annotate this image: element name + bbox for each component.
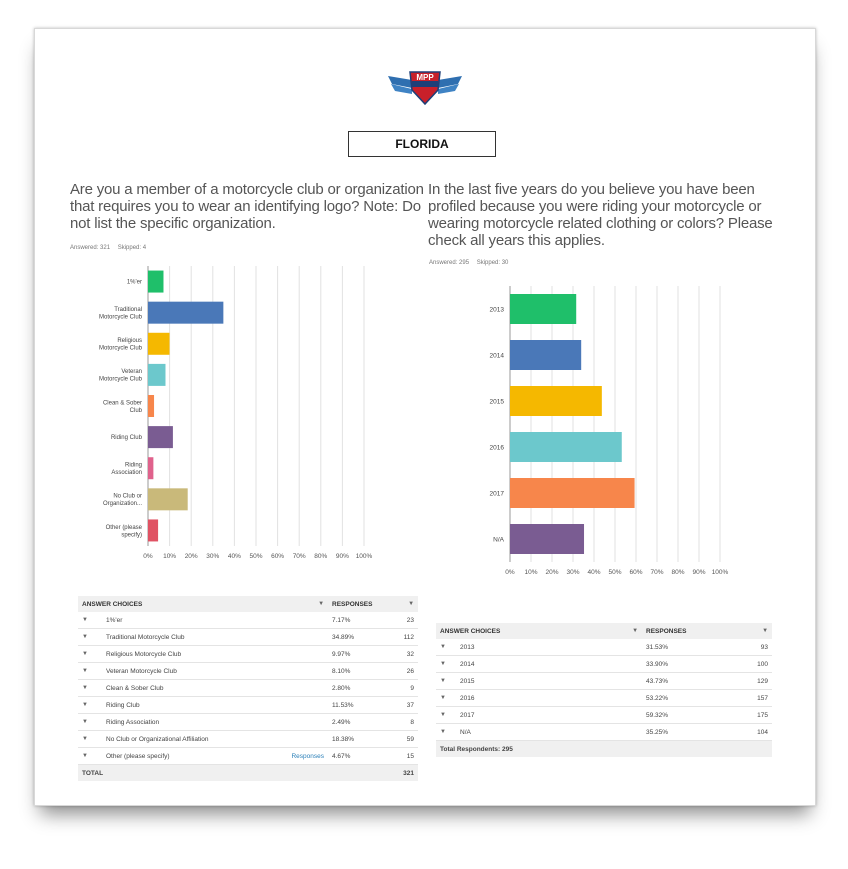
table-row [436,707,772,724]
bar[interactable] [148,364,165,386]
answer-choices-header: ANSWER CHOICES ▼ [78,596,328,612]
table-row [436,724,772,741]
table-row [78,680,418,697]
total-label: Total Respondents: 295 [436,741,772,758]
category-label: Riding Association [111,462,142,477]
expand-icon[interactable]: ▼ [436,707,456,724]
x-tick-label: 0% [505,569,515,576]
answer-choice: Riding Association [102,714,250,731]
x-tick-label: 80% [314,553,328,560]
total-row [436,741,772,758]
answer-choice: Riding Club [102,697,250,714]
question-1: Are you a member of a motorcycle club or organization that requires you to wear an identifying logo? Note: Do not list the specific organization. [70,181,424,232]
category-label: Other (please specify) [105,524,142,539]
answers-table-2 [436,623,772,757]
expand-icon[interactable]: ▼ [436,690,456,707]
response-percent: 59.32% [642,707,702,724]
responses-header: RESPONSES ▼ [328,596,418,612]
expand-icon[interactable]: ▼ [78,663,102,680]
x-tick-label: 40% [587,569,601,576]
x-tick-label: 90% [692,569,706,576]
response-percent: 9.97% [328,646,376,663]
expand-icon[interactable]: ▼ [78,731,102,748]
response-percent: 11.53% [328,697,376,714]
category-label: Clean & Sober Club [102,400,142,414]
bar[interactable] [510,294,576,324]
total-label: TOTAL [78,765,376,782]
expand-icon[interactable]: ▼ [78,748,102,765]
x-tick-label: 60% [271,553,285,560]
mpp-logo [386,70,464,106]
response-count: 37 [376,697,418,714]
question-2: In the last five years do you believe you have been profiled because you were riding your motorcycle or wearing motorcycle related clothing or colors? Please check all years this applies. [428,181,773,249]
responses-link-cell [250,697,328,714]
bar[interactable] [510,386,602,416]
response-percent: 8.10% [328,663,376,680]
x-tick-label: 100% [711,569,729,576]
table-row [78,697,418,714]
logo-text: MPP [416,73,434,82]
response-percent: 4.67% [328,748,376,765]
response-count: 93 [702,639,772,656]
answer-choice: Veteran Motorcycle Club [102,663,250,680]
bar[interactable] [148,395,154,417]
answer-choice: Clean & Sober Club [102,680,250,697]
x-tick-label: 30% [206,553,220,560]
answered-count: Answered: 321 [70,245,111,251]
table-row [436,639,772,656]
response-count: 26 [376,663,418,680]
response-count: 129 [702,673,772,690]
x-tick-label: 20% [184,553,198,560]
response-percent: 33.90% [642,656,702,673]
response-percent: 35.25% [642,724,702,741]
answer-choice: Other (please specify) [102,748,250,765]
x-tick-label: 80% [671,569,685,576]
response-count: 104 [702,724,772,741]
x-tick-label: 0% [143,553,153,560]
response-count: 175 [702,707,772,724]
expand-icon[interactable]: ▼ [436,673,456,690]
state-label: FLORIDA [348,131,496,157]
answer-choices-header: ANSWER CHOICES ▼ [436,623,642,639]
bar[interactable] [148,457,153,479]
bar[interactable] [510,340,581,370]
response-count: 59 [376,731,418,748]
skipped-count: Skipped: 30 [476,260,509,266]
answer-choice: Religious Motorcycle Club [102,646,250,663]
category-label: 2014 [489,352,504,360]
table-row [78,629,418,646]
category-label: 2016 [489,444,504,452]
bar[interactable] [148,426,173,448]
expand-icon[interactable]: ▼ [78,646,102,663]
category-label: Riding Club [110,435,142,442]
total-value: 321 [376,765,418,782]
answer-choice: No Club or Organizational Affiliation [102,731,250,748]
answer-choice: 2014 [456,656,642,673]
table-row [78,731,418,748]
chart-club-membership [60,262,380,564]
x-tick-label: 20% [545,569,559,576]
expand-icon[interactable]: ▼ [436,724,456,741]
response-percent: 43.73% [642,673,702,690]
bar[interactable] [510,478,635,508]
x-tick-label: 70% [650,569,664,576]
category-label: 2017 [489,490,504,498]
bar[interactable] [148,519,158,541]
expand-icon[interactable]: ▼ [78,680,102,697]
table-row [78,714,418,731]
responses-link-cell [250,680,328,697]
bar[interactable] [510,432,622,462]
bar[interactable] [148,302,223,324]
response-count: 9 [376,680,418,697]
expand-icon[interactable]: ▼ [78,714,102,731]
table-row [436,673,772,690]
sort-icon[interactable]: ▼ [408,600,415,607]
answer-choice: 2013 [456,639,642,656]
response-percent: 34.89% [328,629,376,646]
response-percent: 18.38% [328,731,376,748]
table-row [78,612,418,629]
expand-icon[interactable]: ▼ [78,629,102,646]
x-tick-label: 90% [335,553,349,560]
expand-icon[interactable]: ▼ [78,697,102,714]
response-count: 8 [376,714,418,731]
response-count: 15 [376,748,418,765]
answered-count: Answered: 295 [429,260,470,266]
bar[interactable] [148,333,170,355]
x-tick-label: 10% [524,569,538,576]
answers-table-1 [78,596,418,781]
category-label: Religious Motorcycle Club [98,338,142,352]
table-row [78,646,418,663]
response-count: 32 [376,646,418,663]
chart-profiled-years [470,284,740,586]
response-count: 112 [376,629,418,646]
category-label: 2013 [489,306,504,314]
expand-icon[interactable]: ▼ [436,656,456,673]
answer-choice: 1%'er [102,612,250,629]
category-label: Traditional Motorcycle Club [98,307,142,321]
category-label: No Club or Organization... [102,493,142,508]
x-tick-label: 60% [629,569,643,576]
x-tick-label: 100% [355,553,373,560]
category-label: 1%'er [126,279,142,286]
response-percent: 2.80% [328,680,376,697]
sort-icon[interactable]: ▼ [762,627,769,634]
response-count: 100 [702,656,772,673]
expand-icon[interactable]: ▼ [78,612,102,629]
bar[interactable] [510,524,584,554]
sort-icon[interactable]: ▼ [318,600,325,607]
x-tick-label: 10% [163,553,177,560]
x-tick-label: 50% [249,553,263,560]
answer-choice: 2017 [456,707,642,724]
response-percent: 31.53% [642,639,702,656]
responses-link-cell [250,714,328,731]
responses-link-cell [250,629,328,646]
table-row [78,748,418,765]
response-percent: 2.49% [328,714,376,731]
response-percent: 7.17% [328,612,376,629]
table-row [78,663,418,680]
table-row [436,656,772,673]
category-label: 2015 [489,398,504,406]
x-tick-label: 50% [608,569,622,576]
x-tick-label: 70% [292,553,306,560]
bar[interactable] [148,271,163,293]
total-row [78,765,418,782]
responses-link-cell [250,646,328,663]
responses-link-cell [250,748,328,765]
answer-choice: 2015 [456,673,642,690]
category-label: Veteran Motorcycle Club [98,369,142,383]
responses-link-cell [250,612,328,629]
bar[interactable] [148,488,188,510]
expand-icon[interactable]: ▼ [436,639,456,656]
x-tick-label: 30% [566,569,580,576]
sort-icon[interactable]: ▼ [632,627,639,634]
response-percent: 53.22% [642,690,702,707]
responses-link-cell [250,663,328,680]
answer-choice: Traditional Motorcycle Club [102,629,250,646]
table-row [436,690,772,707]
question-2-stats [429,260,514,266]
skipped-count: Skipped: 4 [117,245,147,251]
responses-link-cell [250,731,328,748]
response-count: 157 [702,690,772,707]
category-label: N/A [493,536,504,544]
question-1-stats [70,245,152,251]
response-count: 23 [376,612,418,629]
answer-choice: 2016 [456,690,642,707]
x-tick-label: 40% [227,553,241,560]
responses-header: RESPONSES ▼ [642,623,772,639]
responses-link[interactable]: Responses [291,752,325,760]
answer-choice: N/A [456,724,642,741]
